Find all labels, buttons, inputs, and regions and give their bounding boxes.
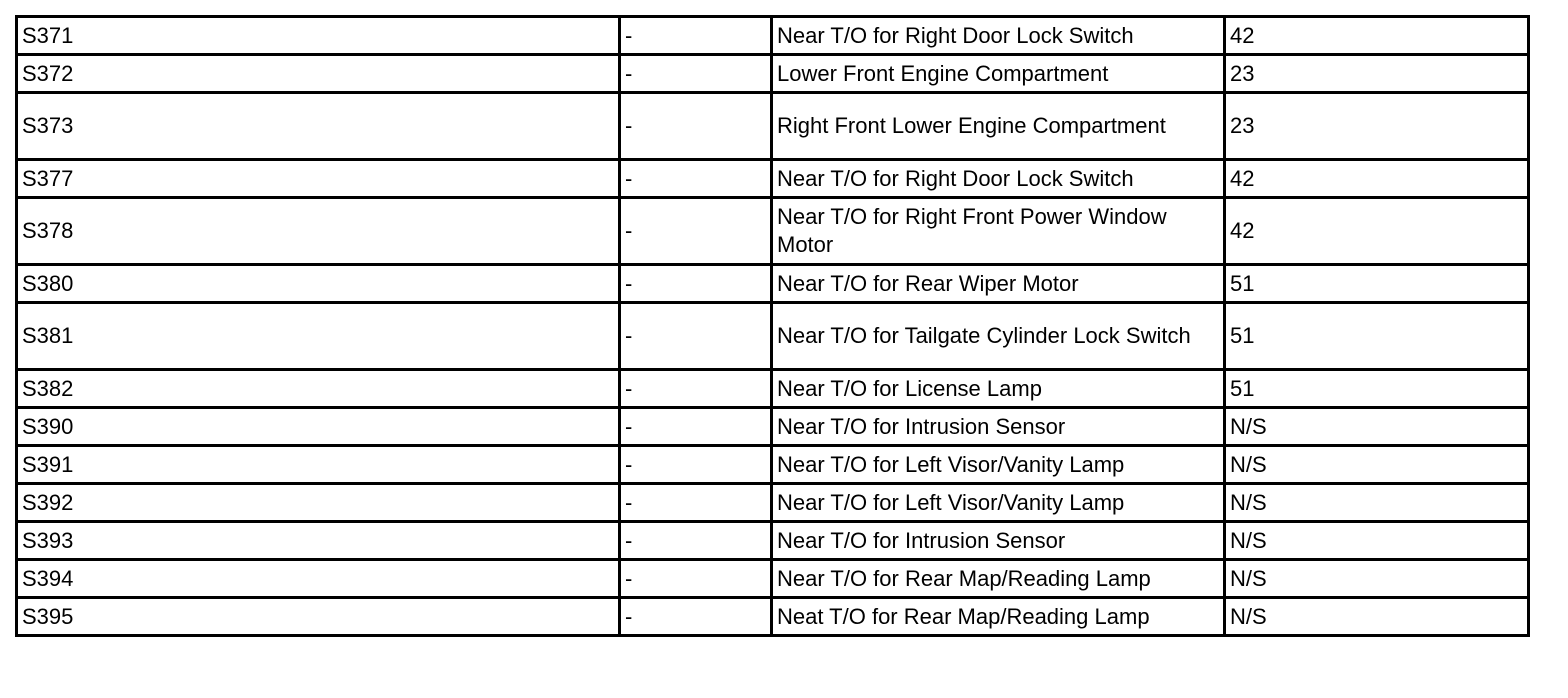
- splice-id-cell: S393: [17, 522, 620, 560]
- location-cell: Right Front Lower Engine Compartment: [772, 93, 1225, 160]
- location-cell: Lower Front Engine Compartment: [772, 55, 1225, 93]
- option-cell: -: [620, 265, 772, 303]
- option-cell: -: [620, 522, 772, 560]
- option-cell: -: [620, 370, 772, 408]
- splice-id-cell: S372: [17, 55, 620, 93]
- location-cell: Near T/O for Intrusion Sensor: [772, 408, 1225, 446]
- option-cell: -: [620, 160, 772, 198]
- option-cell: -: [620, 484, 772, 522]
- location-cell: Near T/O for Left Visor/Vanity Lamp: [772, 484, 1225, 522]
- page-cell: 42: [1225, 160, 1529, 198]
- location-cell: Near T/O for Left Visor/Vanity Lamp: [772, 446, 1225, 484]
- table-row: [17, 160, 1529, 198]
- table-row: [17, 198, 1529, 265]
- splice-id-cell: S395: [17, 598, 620, 636]
- page-cell: 23: [1225, 55, 1529, 93]
- splice-id-cell: S373: [17, 93, 620, 160]
- splice-id-cell: S378: [17, 198, 620, 265]
- option-cell: -: [620, 303, 772, 370]
- location-cell: Near T/O for Right Door Lock Switch: [772, 17, 1225, 55]
- splice-id-cell: S394: [17, 560, 620, 598]
- table-row: [17, 17, 1529, 55]
- splice-id-cell: S390: [17, 408, 620, 446]
- page-cell: 42: [1225, 198, 1529, 265]
- table-row: [17, 522, 1529, 560]
- location-cell: Near T/O for Right Front Power Window Motor: [772, 198, 1225, 265]
- table-row: [17, 370, 1529, 408]
- splice-id-cell: S382: [17, 370, 620, 408]
- table-row: [17, 265, 1529, 303]
- table-row: [17, 408, 1529, 446]
- page-cell: N/S: [1225, 560, 1529, 598]
- location-cell: Near T/O for Rear Map/Reading Lamp: [772, 560, 1225, 598]
- splice-id-cell: S377: [17, 160, 620, 198]
- table-row: [17, 560, 1529, 598]
- option-cell: -: [620, 446, 772, 484]
- page-cell: 23: [1225, 93, 1529, 160]
- option-cell: -: [620, 598, 772, 636]
- splice-id-cell: S380: [17, 265, 620, 303]
- page-cell: 51: [1225, 370, 1529, 408]
- table-row: [17, 484, 1529, 522]
- option-cell: -: [620, 55, 772, 93]
- table-row: [17, 303, 1529, 370]
- page-cell: N/S: [1225, 598, 1529, 636]
- option-cell: -: [620, 408, 772, 446]
- page-cell: N/S: [1225, 484, 1529, 522]
- page-cell: N/S: [1225, 446, 1529, 484]
- splice-id-cell: S391: [17, 446, 620, 484]
- page-cell: 42: [1225, 17, 1529, 55]
- table-row: [17, 55, 1529, 93]
- page-cell: 51: [1225, 303, 1529, 370]
- table-row: [17, 446, 1529, 484]
- splice-id-cell: S381: [17, 303, 620, 370]
- page-cell: N/S: [1225, 522, 1529, 560]
- splice-id-cell: S392: [17, 484, 620, 522]
- table-row: [17, 93, 1529, 160]
- option-cell: -: [620, 198, 772, 265]
- option-cell: -: [620, 93, 772, 160]
- location-cell: Near T/O for Right Door Lock Switch: [772, 160, 1225, 198]
- table-row: [17, 598, 1529, 636]
- splice-location-table: [15, 15, 1530, 637]
- option-cell: -: [620, 17, 772, 55]
- location-cell: Near T/O for Tailgate Cylinder Lock Switch: [772, 303, 1225, 370]
- location-cell: Near T/O for Intrusion Sensor: [772, 522, 1225, 560]
- page-cell: N/S: [1225, 408, 1529, 446]
- location-cell: Near T/O for License Lamp: [772, 370, 1225, 408]
- location-cell: Neat T/O for Rear Map/Reading Lamp: [772, 598, 1225, 636]
- page-cell: 51: [1225, 265, 1529, 303]
- option-cell: -: [620, 560, 772, 598]
- location-cell: Near T/O for Rear Wiper Motor: [772, 265, 1225, 303]
- splice-id-cell: S371: [17, 17, 620, 55]
